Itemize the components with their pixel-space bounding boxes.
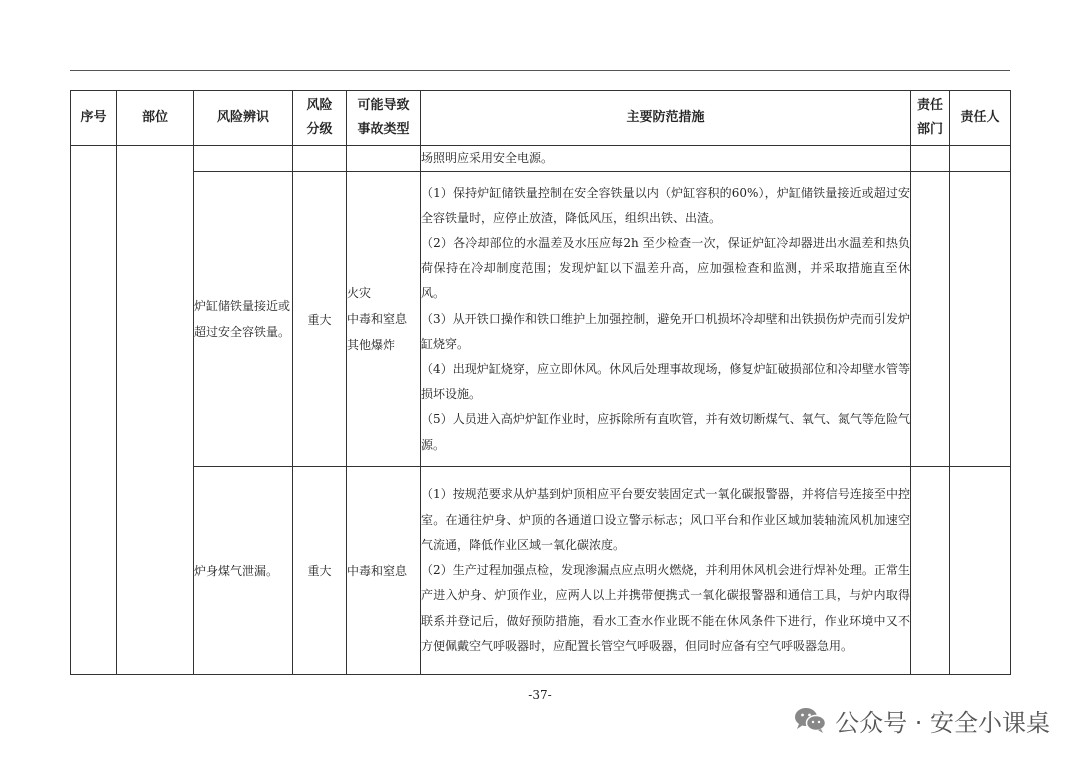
header-accident-line2: 事故类型: [357, 122, 410, 137]
person-cell: [950, 172, 1011, 467]
header-seq: 序号: [71, 91, 117, 146]
part-cell: [117, 146, 194, 675]
measure-item: （5）人员进入高炉炉缸作业时，应拆除所有直吹管，并有效切断煤气、氧气、氮气等危险气源。: [421, 412, 910, 452]
measure-item: 场照明应采用安全电源。: [421, 151, 554, 165]
table-row: [71, 146, 1011, 172]
accident-type: 中毒和窒息: [347, 563, 408, 578]
watermark-text: 公众号 · 安全小课桌: [835, 708, 1050, 737]
page-number: -37-: [528, 688, 552, 702]
header-part: 部位: [117, 91, 194, 146]
accident-cell: [347, 146, 421, 172]
header-accident-line1: 可能导致: [357, 98, 410, 113]
measure-item: （1）按规范要求从炉基到炉顶相应平台要安装固定式一氧化碳报警器，并将信号连接至中控室。在通往炉身、炉顶的各通道口设立警示标志；风口平台和作业区域加装轴流风机加速空气流通，降低作业区域一氧化碳浓度。: [421, 487, 910, 552]
dept-cell: [911, 172, 950, 467]
risk-cell: 炉身煤气泄漏。: [194, 467, 293, 675]
header-level-line2: 分级: [306, 122, 333, 137]
measures-cell: [421, 172, 911, 467]
accident-type: 其他爆炸: [347, 338, 396, 353]
accident-type: 火灾: [347, 286, 372, 301]
risk-table: [70, 90, 1011, 675]
risk-cell: [194, 146, 293, 172]
header-level: [293, 91, 347, 146]
table-row: [71, 172, 1011, 467]
table-row: [71, 467, 1011, 675]
accident-cell: [347, 467, 421, 675]
header-measures: 主要防范措施: [421, 91, 911, 146]
person-cell: [950, 467, 1011, 675]
measure-item: （1）保持炉缸储铁量控制在安全容铁量以内（炉缸容积的60%），炉缸储铁量接近或超过安全容铁量时，应停止放渣，降低风压，组织出铁、出渣。: [421, 185, 910, 225]
seq-cell: [71, 146, 117, 675]
header-dept: [911, 91, 950, 146]
wechat-icon: [793, 706, 827, 734]
measures-cell: [421, 467, 911, 675]
dept-cell: [911, 146, 950, 172]
measures-cell: [421, 146, 911, 172]
table-header-row: [71, 91, 1011, 146]
level-cell: 重大: [293, 172, 347, 467]
measure-item: （4）出现炉缸烧穿，应立即休风。休风后处理事故现场，修复炉缸破损部位和冷却壁水管等损坏设施。: [421, 362, 910, 402]
risk-cell: 炉缸储铁量接近或超过安全容铁量。: [194, 172, 293, 467]
watermark: [793, 700, 1050, 740]
measure-item: （2）各冷却部位的水温差及水压应每2h 至少检查一次，保证炉缸冷却器进出水温差和热负荷保持在冷却制度范围；发现炉缸以下温差升高，应加强检查和监测，并采取措施直至休风。: [421, 235, 910, 301]
accident-cell: [347, 172, 421, 467]
dept-cell: [911, 467, 950, 675]
measure-item: （3）从开铁口操作和铁口维护上加强控制，避免开口机损坏冷却壁和出铁损伤炉壳而引发炉缸烧穿。: [421, 311, 910, 351]
level-cell: 重大: [293, 467, 347, 675]
measure-item: （2）生产过程加强点检，发现渗漏点应点明火燃烧，并利用休风机会进行焊补处理。正常生产进入炉身、炉顶作业，应两人以上并携带便携式一氧化碳报警器和通信工具，与炉内取得联系并登记后，做好预防措施，看水工查水作业既不能在休风条件下进行，作业环境中又不方便佩戴空气呼吸器时，应配置长管空气呼吸器，但同时应备有空气呼吸器急用。: [421, 563, 910, 653]
header-rule: [70, 70, 1010, 71]
header-dept-line2: 部门: [916, 122, 943, 137]
header-level-line1: 风险: [306, 98, 333, 113]
header-dept-line1: 责任: [916, 98, 943, 113]
person-cell: [950, 146, 1011, 172]
header-risk: 风险辨识: [194, 91, 293, 146]
header-accident: [347, 91, 421, 146]
accident-type: 中毒和窒息: [347, 312, 408, 327]
header-person: 责任人: [950, 91, 1011, 146]
level-cell: [293, 146, 347, 172]
